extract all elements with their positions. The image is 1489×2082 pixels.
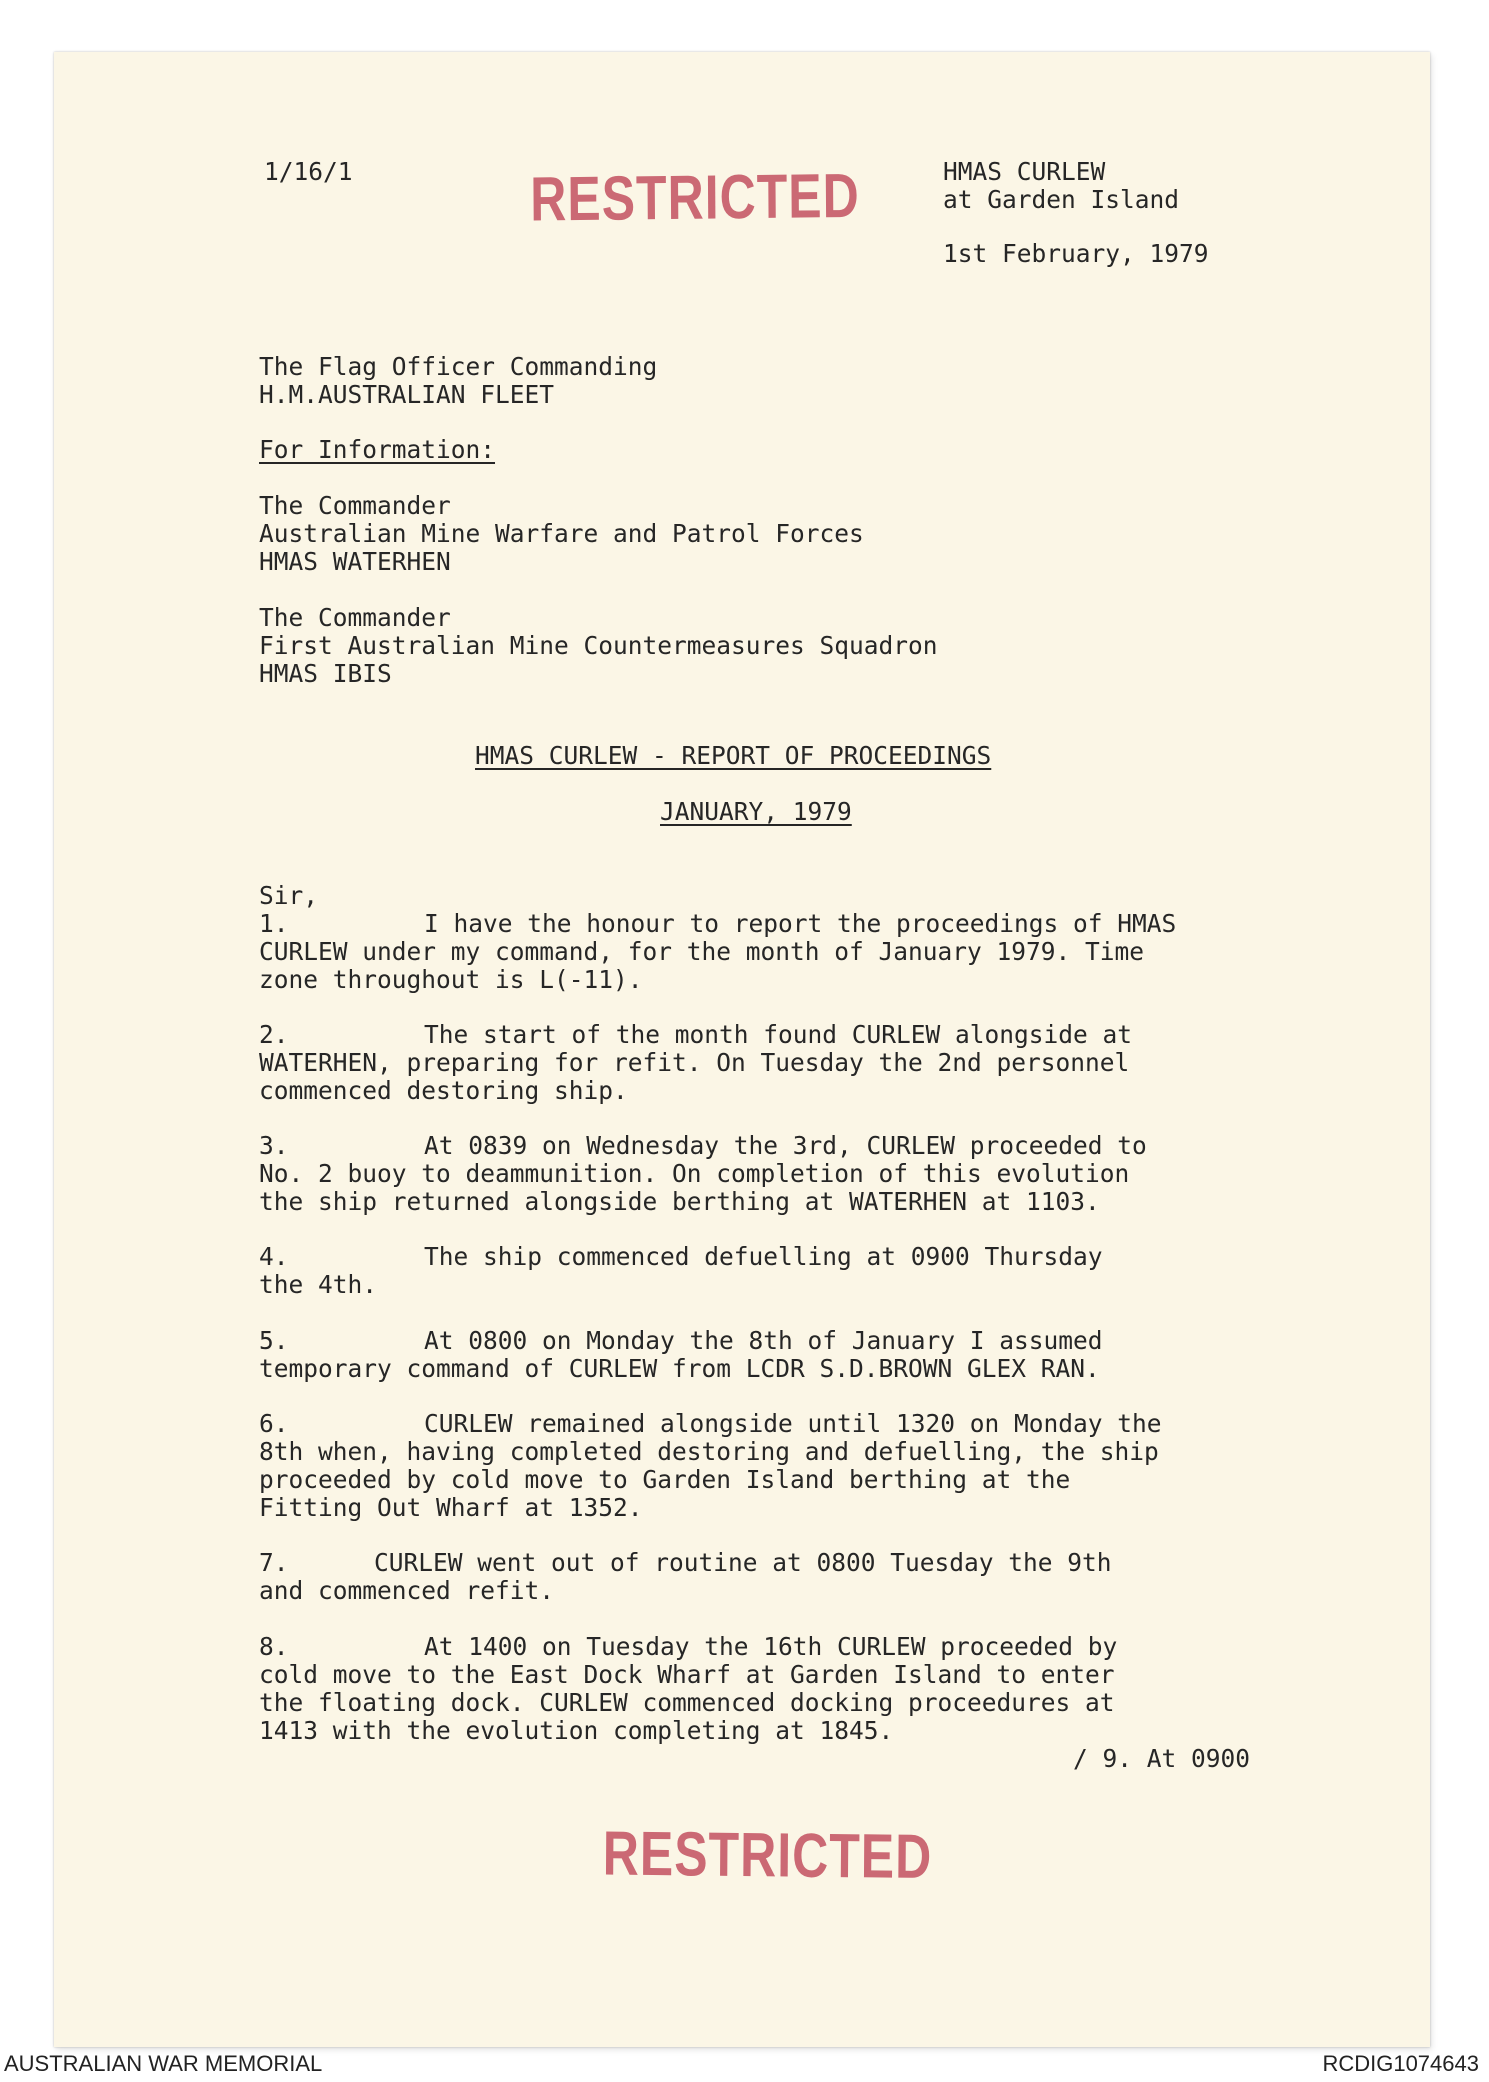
paragraph-number: 1. [259, 909, 289, 938]
footer-archive-name: AUSTRALIAN WAR MEMORIAL [4, 2051, 323, 2076]
paragraph-line: zone throughout is L(-11). [259, 965, 643, 994]
info-recipient-2-line-3: HMAS IBIS [259, 659, 392, 688]
paragraph-line: CURLEW remained alongside until 1320 on Monday the [424, 1409, 1162, 1438]
paragraph-line: commenced destoring ship. [259, 1076, 628, 1105]
paragraph-number: 5. [259, 1326, 289, 1355]
paragraph-line: temporary command of CURLEW from LCDR S.D.BROWN GLEX RAN. [259, 1354, 1100, 1383]
salutation: Sir, [259, 881, 319, 910]
paragraph-line: WATERHEN, preparing for refit. On Tuesday the 2nd personnel [259, 1048, 1130, 1077]
info-recipient-2-line-1: The Commander [259, 603, 451, 632]
paragraph-line: and commenced refit. [259, 1576, 555, 1605]
addressee-line-1: The Flag Officer Commanding [259, 352, 658, 381]
paragraph-line: the floating dock. CURLEW commenced docking proceedures at [259, 1688, 1115, 1717]
paragraph-line: proceeded by cold move to Garden Island berthing at the [259, 1465, 1071, 1494]
info-recipient-1-line-3: HMAS WATERHEN [259, 547, 451, 576]
paragraph-line: I have the honour to report the proceedings of HMAS [424, 909, 1177, 938]
info-recipient-1-line-1: The Commander [259, 491, 451, 520]
letter-date: 1st February, 1979 [943, 239, 1209, 268]
ship-name: HMAS CURLEW [943, 157, 1106, 186]
restricted-stamp-top: RESTRICTED [529, 160, 860, 235]
paragraph-line: At 0800 on Monday the 8th of January I assumed [424, 1326, 1103, 1355]
file-reference: 1/16/1 [264, 157, 353, 186]
report-title: HMAS CURLEW - REPORT OF PROCEEDINGS [475, 741, 992, 770]
paragraph-line: 1413 with the evolution completing at 1845. [259, 1716, 894, 1745]
paragraph-line: The ship commenced defuelling at 0900 Thursday [424, 1242, 1103, 1271]
footer-item-id: RCDIG1074643 [1322, 2051, 1479, 2076]
paragraph-line: At 1400 on Tuesday the 16th CURLEW proceeded by [424, 1632, 1118, 1661]
paragraph-number: 4. [259, 1242, 289, 1271]
ship-location: at Garden Island [943, 185, 1180, 214]
report-period: JANUARY, 1979 [660, 797, 852, 826]
continuation-note: / 9. At 0900 [1073, 1744, 1251, 1773]
for-information-label: For Information: [259, 435, 496, 464]
paragraph-number: 8. [259, 1632, 289, 1661]
info-recipient-1-line-2: Australian Mine Warfare and Patrol Forces [259, 519, 864, 548]
paragraph-line: No. 2 buoy to deammunition. On completion of this evolution [259, 1159, 1130, 1188]
paragraph-number: 6. [259, 1409, 289, 1438]
addressee-line-2: H.M.AUSTRALIAN FLEET [259, 380, 555, 409]
paragraph-line: the 4th. [259, 1270, 378, 1299]
paragraph-line: 8th when, having completed destoring and defuelling, the ship [259, 1437, 1159, 1466]
paragraph-number: 3. [259, 1131, 289, 1160]
info-recipient-2-line-2: First Australian Mine Countermeasures Squadron [259, 631, 938, 660]
paragraph-number: 2. [259, 1020, 289, 1049]
paragraph-line: CURLEW under my command, for the month of January 1979. Time [259, 937, 1145, 966]
paragraph-number: 7. [259, 1548, 289, 1577]
paragraph-line: The start of the month found CURLEW alongside at [424, 1020, 1133, 1049]
restricted-stamp-bottom: RESTRICTED [602, 1818, 933, 1892]
paragraph-line: the ship returned alongside berthing at WATERHEN at 1103. [259, 1187, 1100, 1216]
paragraph-line: CURLEW went out of routine at 0800 Tuesday the 9th [374, 1548, 1112, 1577]
paragraph-line: cold move to the East Dock Wharf at Garden Island to enter [259, 1660, 1115, 1689]
paragraph-line: Fitting Out Wharf at 1352. [259, 1493, 643, 1522]
paragraph-line: At 0839 on Wednesday the 3rd, CURLEW proceeded to [424, 1131, 1147, 1160]
